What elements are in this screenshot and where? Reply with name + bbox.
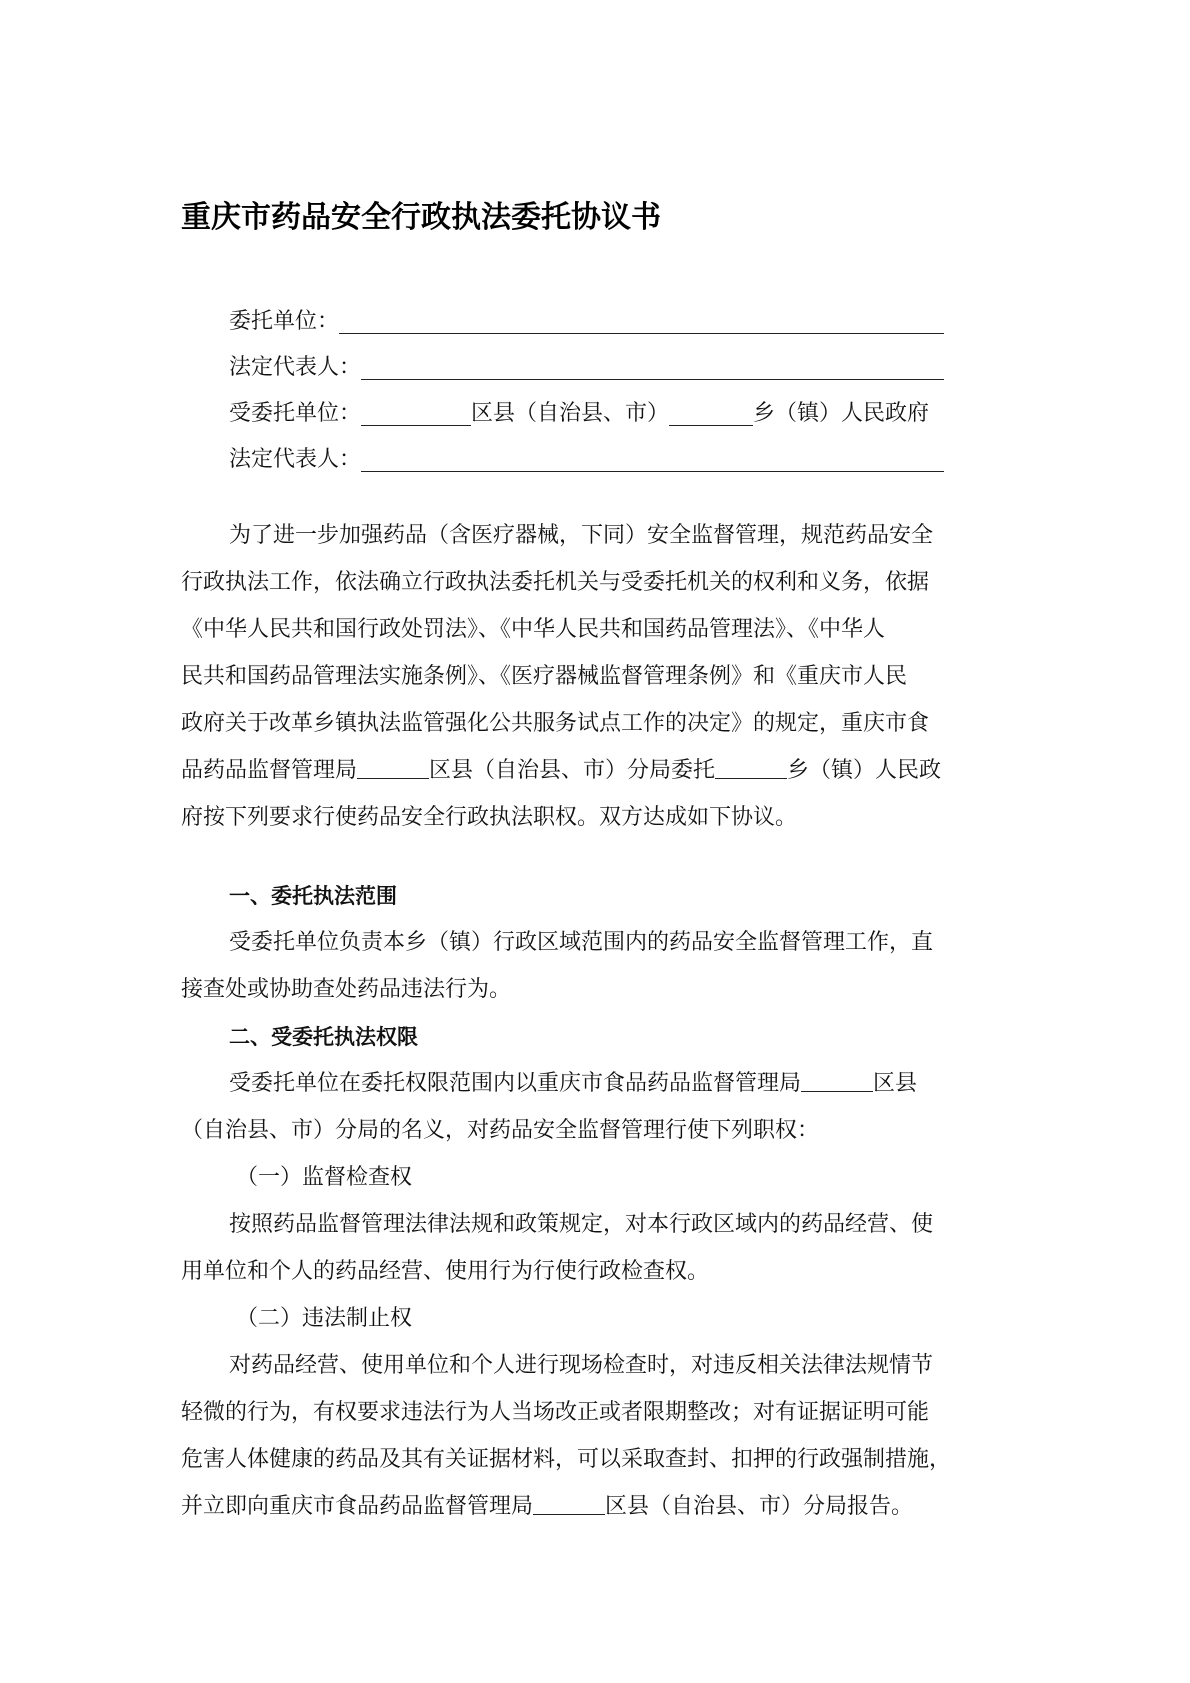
subsection-2-line-2: 轻微的行为，有权要求违法行为人当场改正或者限期整改；对有证据证明可能 bbox=[181, 1400, 930, 1425]
preamble-line-1: 为了进一步加强药品（含医疗器械，下同）安全监督管理，规范药品安全 bbox=[229, 523, 934, 548]
section-2-district-blank[interactable] bbox=[801, 1069, 873, 1092]
subsection-2-line-4-part-a: 并立即向重庆市食品药品监督管理局 bbox=[181, 1494, 534, 1519]
subsection-2-heading: （二）违法制止权 bbox=[236, 1306, 413, 1331]
section-2-line-1-part-a: 受委托单位在委托权限范围内以重庆市食品药品监督管理局 bbox=[229, 1071, 802, 1096]
preamble-line-6-part-b: 区县（自治县、市）分局委托 bbox=[429, 758, 716, 783]
legal-rep-blank-1[interactable] bbox=[361, 355, 944, 380]
entrusted-district-text: 区县（自治县、市） bbox=[471, 401, 670, 426]
preamble-line-6 bbox=[181, 755, 1021, 787]
entrusted-district-blank[interactable] bbox=[361, 401, 471, 426]
subsection-1-line-1: 按照药品监督管理法律法规和政策规定，对本行政区域内的药品经营、使 bbox=[229, 1212, 934, 1237]
preamble-line-4: 民共和国药品管理法实施条例》、《医疗器械监督管理条例》和《重庆市人民 bbox=[181, 664, 908, 689]
legal-rep-label-2: 法定代表人： bbox=[229, 447, 362, 472]
subsection-1-line-2: 用单位和个人的药品经营、使用行为行使行政检查权。 bbox=[181, 1259, 710, 1284]
preamble-line-5: 政府关于改革乡镇执法监管强化公共服务试点工作的决定》的规定，重庆市食 bbox=[181, 711, 930, 736]
entrusting-unit-field bbox=[229, 306, 944, 338]
preamble-line-3: 《中华人民共和国行政处罚法》、《中华人民共和国药品管理法》、《中华人 bbox=[181, 617, 886, 642]
section-1-heading: 一、委托执法范围 bbox=[229, 884, 397, 908]
preamble-town-blank[interactable] bbox=[715, 756, 787, 779]
preamble-district-blank[interactable] bbox=[357, 756, 429, 779]
preamble-line-6-part-c: 乡（镇）人民政 bbox=[787, 758, 942, 783]
section-2-line-1 bbox=[181, 1068, 1021, 1100]
document-title: 重庆市药品安全行政执法委托协议书 bbox=[181, 200, 661, 235]
subsection-2-line-4-part-b: 区县（自治县、市）分局报告。 bbox=[605, 1494, 914, 1519]
section-2-heading: 二、受委托执法权限 bbox=[229, 1025, 418, 1049]
section-1-line-1: 受委托单位负责本乡（镇）行政区域范围内的药品安全监督管理工作，直 bbox=[229, 930, 934, 955]
legal-rep-field-2 bbox=[229, 444, 944, 476]
legal-rep-blank-2[interactable] bbox=[361, 447, 944, 472]
subsection-2-line-4 bbox=[181, 1491, 1021, 1523]
preamble-line-2: 行政执法工作，依法确立行政执法委托机关与受委托机关的权利和义务，依据 bbox=[181, 570, 930, 595]
entrusted-unit-field bbox=[229, 398, 929, 430]
entrusting-unit-label: 委托单位： bbox=[229, 309, 340, 334]
subsection-2-district-blank[interactable] bbox=[533, 1492, 605, 1515]
subsection-2-line-1: 对药品经营、使用单位和个人进行现场检查时，对违反相关法律法规情节 bbox=[229, 1353, 934, 1378]
entrusted-unit-label: 受委托单位： bbox=[229, 401, 362, 426]
section-2-line-1-part-b: 区县 bbox=[873, 1071, 918, 1096]
entrusting-unit-blank[interactable] bbox=[339, 309, 944, 334]
entrusted-town-text: 乡（镇）人民政府 bbox=[753, 401, 930, 426]
section-2-line-2: （自治县、市）分局的名义，对药品安全监督管理行使下列职权： bbox=[181, 1118, 820, 1143]
legal-rep-field-1 bbox=[229, 352, 944, 384]
section-1-line-2: 接查处或协助查处药品违法行为。 bbox=[181, 977, 512, 1002]
preamble-line-6-part-a: 品药品监督管理局 bbox=[181, 758, 358, 783]
legal-rep-label-1: 法定代表人： bbox=[229, 355, 362, 380]
subsection-2-line-3: 危害人体健康的药品及其有关证据材料，可以采取查封、扣押的行政强制措施， bbox=[181, 1447, 952, 1472]
subsection-1-heading: （一）监督检查权 bbox=[236, 1165, 413, 1190]
entrusted-town-blank[interactable] bbox=[669, 401, 753, 426]
preamble-line-7: 府按下列要求行使药品安全行政执法职权。双方达成如下协议。 bbox=[181, 805, 798, 830]
